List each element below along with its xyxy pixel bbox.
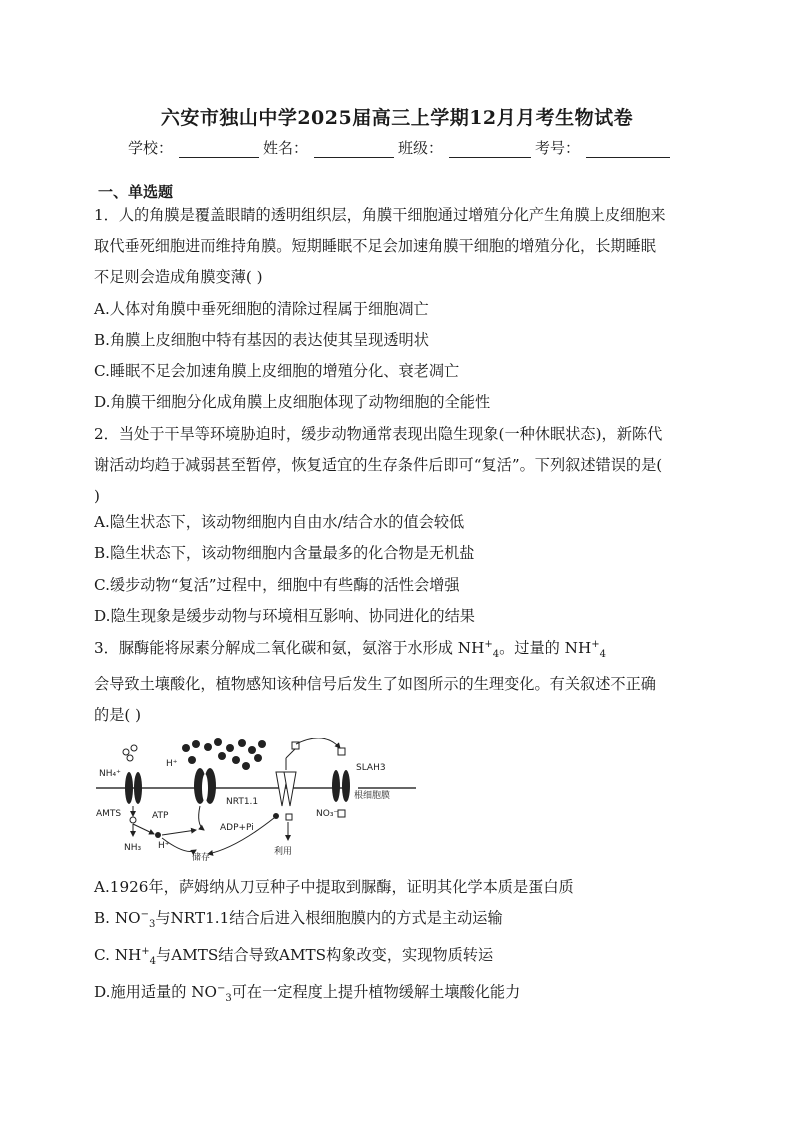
slah3-label: SLAH3 [356, 763, 386, 773]
q3-stem-line: 会导致土壤酸化，植物感知该种信号后发生了如图所示的生理变化。有关叙述不正确 [94, 675, 656, 693]
school-label: 学校： [128, 139, 174, 157]
amts-protein [134, 772, 142, 804]
subscript: 4 [599, 649, 606, 661]
root-cell-membrane-diagram [96, 738, 426, 868]
superscript: + [591, 638, 600, 650]
slah3-protein [332, 770, 340, 802]
q3-option-b-text: 与NRT1.1结合后进入根细胞膜内的方式是主动运输 [155, 909, 503, 927]
nh3-label: NH₃ [124, 843, 142, 853]
q2-option-a[interactable]: A.隐生状态下，该动物细胞内自由水/结合水的值会较低 [94, 513, 465, 531]
superscript: − [216, 982, 226, 994]
q1-stem-line: 1．人的角膜是覆盖眼睛的透明组织层，角膜干细胞通过增殖分化产生角膜上皮细胞来 [94, 206, 666, 224]
name-label: 姓名： [263, 139, 309, 157]
nrt-protein [284, 772, 296, 806]
storage-label: 储存 [192, 853, 211, 863]
class-label: 班级： [398, 139, 444, 157]
q3-option-c-text: C. NH [94, 946, 142, 964]
name-blank[interactable] [314, 141, 394, 158]
superscript: − [140, 908, 149, 920]
q3-stem-line [94, 638, 606, 661]
q2-option-c[interactable]: C.缓步动物“复活”过程中，细胞中有些酶的活性会增强 [94, 576, 460, 594]
atp-label: ATP [152, 811, 169, 821]
q1-stem-line: 取代垂死细胞进而维持角膜。短期睡眠不足会加速角膜干细胞的增殖分化，长期睡眠 [94, 237, 656, 255]
q3-text: 3．脲酶能将尿素分解成二氧化碳和氨，氨溶于水形成 NH [94, 639, 485, 657]
h-plus-dots [182, 738, 266, 770]
subscript: 4 [492, 649, 500, 661]
subscript: 3 [148, 919, 156, 931]
q2-stem-line: ) [94, 487, 100, 505]
amts-label: AMTS [96, 809, 122, 819]
section-heading: 一、单选题 [98, 183, 174, 201]
q3-stem-line: 的是( ) [94, 706, 142, 724]
q1-option-d[interactable]: D.角膜干细胞分化成角膜上皮细胞体现了动物细胞的全能性 [94, 393, 491, 411]
q3-option-d-text: D.施用适量的 NO [94, 983, 217, 1001]
h-plus-top-label: H⁺ [166, 759, 178, 769]
nrt-label: NRT1.1 [226, 797, 259, 807]
q2-stem-line: 谢活动均趋于减弱甚至暂停，恢复适宜的生存条件后即可“复活”。下列叙述错误的是( [94, 456, 663, 474]
school-blank[interactable] [179, 141, 259, 158]
number-blank[interactable] [586, 141, 670, 158]
class-blank[interactable] [449, 141, 531, 158]
subscript: 4 [149, 956, 157, 968]
q3-option-a[interactable]: A.1926年，萨姆纳从刀豆种子中提取到脲酶，证明其化学本质是蛋白质 [94, 878, 574, 896]
q1-option-a[interactable]: A.人体对角膜中垂死细胞的清除过程属于细胞凋亡 [94, 300, 429, 318]
use-label: 利用 [274, 847, 293, 857]
q1-option-c[interactable]: C.睡眠不足会加速角膜上皮细胞的增殖分化、衰老凋亡 [94, 362, 460, 380]
amts-protein [125, 772, 133, 804]
q2-option-b[interactable]: B.隐生状态下，该动物细胞内含量最多的化合物是无机盐 [94, 544, 475, 562]
h-plus-bottom-label: H⁺ [158, 841, 170, 851]
q3-option-d[interactable] [94, 982, 521, 1005]
nh4-label: NH₄⁺ [99, 769, 121, 779]
no3-label: NO₃⁻ [316, 809, 339, 819]
slah3-protein [342, 770, 350, 802]
q1-option-b[interactable]: B.角膜上皮细胞中特有基因的表达使其呈现透明状 [94, 331, 429, 349]
page-title: 六安市独山中学2025届高三上学期12月月考生物试卷 [160, 107, 634, 129]
adp-label: ADP+Pi [220, 823, 254, 833]
q3-option-b[interactable] [94, 908, 503, 931]
subscript: 3 [225, 993, 232, 1005]
q3-text: 。过量的 NH [499, 639, 592, 657]
q3-option-c-text: 与AMTS结合导致AMTS构象改变，实现物质转运 [156, 946, 494, 964]
q1-stem-line: 不足则会造成角膜变薄( ) [94, 268, 263, 286]
q3-option-d-text: 可在一定程度上提升植物缓解土壤酸化能力 [231, 983, 521, 1001]
superscript: + [484, 638, 493, 650]
number-label: 考号： [535, 139, 581, 157]
membrane-label: 根细胞膜 [354, 791, 391, 801]
q3-option-c[interactable] [94, 945, 494, 968]
student-info-row [128, 137, 674, 158]
superscript: + [141, 945, 150, 957]
q3-option-b-text: B. NO [94, 909, 141, 927]
q2-stem-line: 2．当处于干旱等环境胁迫时，缓步动物通常表现出隐生现象(一种休眠状态)，新陈代 [94, 425, 663, 443]
q2-option-d[interactable]: D.隐生现象是缓步动物与环境相互影响、协同进化的结果 [94, 607, 475, 625]
